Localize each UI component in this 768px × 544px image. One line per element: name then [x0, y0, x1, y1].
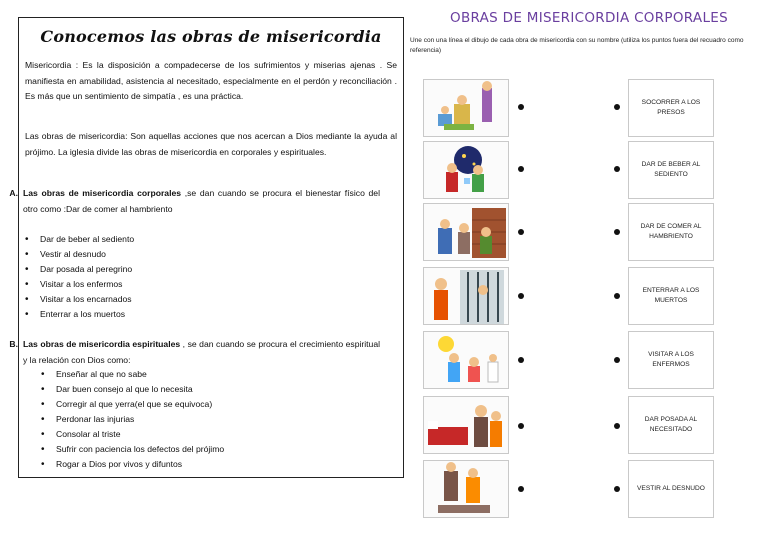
document-title: Conocemos las obras de misericordia	[40, 27, 382, 46]
list-item: • Vestir al desnudo	[40, 247, 134, 262]
match-dot-left[interactable]	[518, 166, 524, 172]
section-letter: B.	[9, 339, 18, 349]
label-box[interactable]: DAR DE BEBER AL SEDIENTO	[628, 141, 714, 199]
match-dot-right[interactable]	[614, 293, 620, 299]
list-item: • Dar buen consejo al que lo necesita	[56, 382, 224, 397]
match-dot-right[interactable]	[614, 104, 620, 110]
prison-visit-scene-icon[interactable]	[423, 267, 509, 325]
section-corporales	[9, 186, 380, 217]
label-box[interactable]: VISITAR A LOS ENFERMOS	[628, 331, 714, 389]
worksheet-title: OBRAS DE MISERICORDIA CORPORALES	[450, 10, 728, 26]
list-item: • Perdonar las injurias	[56, 412, 224, 427]
list-item: • Enseñar al que no sabe	[56, 367, 224, 382]
list-item: • Rogar a Dios por vivos y difuntos	[56, 457, 224, 472]
list-item: • Visitar a los encarnados	[40, 292, 134, 307]
sick-visit-scene-icon[interactable]	[423, 331, 509, 389]
espirituales-list	[56, 367, 224, 472]
list-item: • Dar de beber al sediento	[40, 232, 134, 247]
shelter-scene-icon[interactable]	[423, 396, 509, 454]
burial-scene-icon[interactable]	[423, 460, 509, 518]
match-dot-left[interactable]	[518, 357, 524, 363]
drinking-scene-icon[interactable]	[423, 141, 509, 199]
match-dot-left[interactable]	[518, 486, 524, 492]
list-item: • Visitar a los enfermos	[40, 277, 134, 292]
match-dot-right[interactable]	[614, 486, 620, 492]
match-dot-right[interactable]	[614, 357, 620, 363]
label-box[interactable]: DAR POSADA AL NECESITADO	[628, 396, 714, 454]
label-box[interactable]: DAR DE COMER AL HAMBRIENTO	[628, 203, 714, 261]
match-dot-right[interactable]	[614, 423, 620, 429]
section-heading: Las obras de misericordia espirituales	[23, 339, 181, 349]
list-item: • Sufrir con paciencia los defectos del prójimo	[56, 442, 224, 457]
section-letter: A.	[9, 188, 18, 198]
match-dot-left[interactable]	[518, 104, 524, 110]
list-item: • Dar posada al peregrino	[40, 262, 134, 277]
section-heading: Las obras de misericordia corporales	[23, 188, 182, 198]
section-text: , se dan cuando se procura el crecimiento espiritual y la relación con Dios como:	[23, 339, 381, 365]
intro-paragraph: Las obras de misericordia: Son aquellas acciones que nos acercan a Dios mediante la ayuda al prójimo. La iglesia divide las obras de misericordia en corporales y espirituales.	[25, 131, 397, 157]
list-item: • Consolar al triste	[56, 427, 224, 442]
list-item: • Corregir al que yerra(el que se equivoca)	[56, 397, 224, 412]
clothing-scene-icon[interactable]	[423, 79, 509, 137]
list-item: • Enterrar a los muertos	[40, 307, 134, 322]
match-dot-left[interactable]	[518, 229, 524, 235]
label-box[interactable]: SOCORRER A LOS PRESOS	[628, 79, 714, 137]
match-dot-left[interactable]	[518, 293, 524, 299]
sharing-food-scene-icon[interactable]	[423, 203, 509, 261]
match-dot-left[interactable]	[518, 423, 524, 429]
match-dot-right[interactable]	[614, 229, 620, 235]
label-box[interactable]: VESTIR AL DESNUDO	[628, 460, 714, 518]
worksheet-instructions: Une con una línea el dibujo de cada obra de misericordia con su nombre (utiliza los puntos fuera del recuadro como referencia)	[410, 37, 744, 54]
corporales-list	[40, 232, 134, 322]
section-espirituales	[9, 337, 381, 368]
section-text: ,se dan cuando se procura el bienestar físico del otro como :Dar de comer al hambriento	[23, 188, 380, 214]
label-box[interactable]: ENTERRAR A LOS MUERTOS	[628, 267, 714, 325]
definition-paragraph: Misericordia : Es la disposición a compadecerse de los sufrimientos y miserias ajenas . Se manifiesta en amabilidad, asistencia al necesitado, especialmente en el perdón y reconciliación . Es más que un sentimiento de simpatía , es una práctica.	[25, 60, 397, 101]
match-dot-right[interactable]	[614, 166, 620, 172]
